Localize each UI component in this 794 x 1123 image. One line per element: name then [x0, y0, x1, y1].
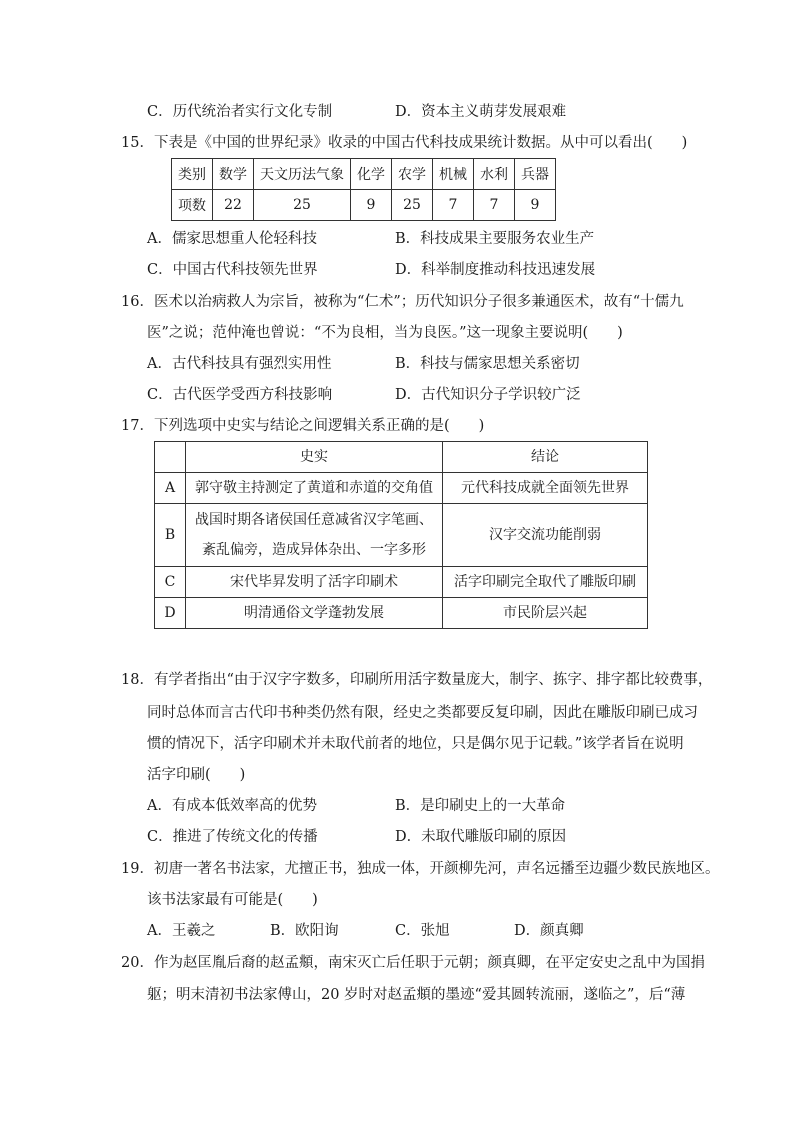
q17-header-row — [155, 442, 648, 473]
q14-option-c: C．历代统治者实行文化专制 — [147, 104, 333, 120]
q20-stem-line1: 20．作为赵匡胤后裔的赵孟頫，南宋灭亡后任职于元朝；颜真卿，在平定安史之乱中为国捐 — [121, 955, 705, 971]
q17-row-c — [155, 567, 648, 598]
q15-header-cell: 类别 — [172, 159, 213, 190]
q17-row-a — [155, 473, 648, 504]
q17-stem: 17．下列选项中史实与结论之间逻辑关系正确的是( ) — [121, 418, 485, 434]
q15-value-cell: 9 — [515, 190, 556, 221]
q15-option-d: D．科举制度推动科技迅速发展 — [395, 262, 596, 278]
q18-stem-line4: 活字印刷( ) — [147, 767, 246, 783]
q16-option-b: B．科技与儒家思想关系密切 — [395, 356, 580, 372]
q15-value-cell: 9 — [351, 190, 392, 221]
q15-header-cell: 化学 — [351, 159, 392, 190]
q15-option-b: B．科技成果主要服务农业生产 — [395, 231, 595, 247]
q17-row-fact-line1: 战国时期各诸侯国任意减省汉字笔画、 — [195, 512, 433, 528]
q17-header-conclusion: 结论 — [443, 442, 648, 473]
q16-option-c: C．古代医学受西方科技影响 — [147, 387, 333, 403]
q15-header-cell: 天文历法气象 — [254, 159, 351, 190]
q18-option-b: B．是印刷史上的一大革命 — [395, 798, 566, 814]
q16-stem-line1: 16．医术以治病救人为宗旨，被称为“仁术”；历代知识分子很多兼通医术，故有“十儒九 — [121, 294, 684, 310]
q19-stem-line1: 19．初唐一著名书法家，尤擅正书，独成一体，开颜柳先河，声名远播至边疆少数民族地区。 — [121, 861, 720, 877]
q15-value-cell: 7 — [474, 190, 515, 221]
q17-row-conclusion: 汉字交流功能削弱 — [443, 504, 648, 567]
q17-row-d — [155, 598, 648, 629]
q17-row-conclusion: 活字印刷完全取代了雕版印刷 — [443, 567, 648, 598]
q15-value-cell: 22 — [213, 190, 254, 221]
q19-option-d: D．颜真卿 — [514, 923, 584, 939]
q15-header-cell: 机械 — [433, 159, 474, 190]
q18-stem-line3: 惯的情况下，活字印刷术并未取代前者的地位，只是偶尔见于记载。”该学者旨在说明 — [147, 736, 684, 752]
q19-option-b: B．欧阳询 — [270, 923, 339, 939]
q17-row-fact-line2: 紊乱偏旁，造成异体杂出、一字多形 — [202, 542, 426, 558]
q17-header-blank — [155, 442, 186, 473]
q19-option-a: A．王羲之 — [147, 923, 216, 939]
q17-header-fact: 史实 — [186, 442, 443, 473]
q17-row-label: D — [155, 598, 186, 629]
q18-stem-line2: 同时总体而言古代印书种类仍然有限，经史之类都要反复印刷，因此在雕版印刷已成习 — [147, 705, 698, 721]
q16-stem-line2: 医”之说；范仲淹也曾说：“不为良相，当为良医。”这一现象主要说明( ) — [147, 325, 623, 341]
q15-header-row — [172, 159, 556, 190]
q14-option-d: D．资本主义萌芽发展艰难 — [395, 104, 567, 120]
q17-row-label: C — [155, 567, 186, 598]
q15-option-c: C．中国古代科技领先世界 — [147, 262, 318, 278]
q17-row-b — [155, 504, 648, 567]
q15-stem: 15．下表是《中国的世界纪录》收录的中国古代科技成果统计数据。从中可以看出( ) — [121, 135, 688, 151]
q16-option-a: A．古代科技具有强烈实用性 — [147, 356, 332, 372]
q17-row-fact: 宋代毕昇发明了活字印刷术 — [186, 567, 443, 598]
q18-option-d: D．未取代雕版印刷的原因 — [395, 829, 567, 845]
q15-header-cell: 水利 — [474, 159, 515, 190]
q18-option-c: C．推进了传统文化的传播 — [147, 829, 318, 845]
q15-value-cell: 项数 — [172, 190, 213, 221]
q15-value-row — [172, 190, 556, 221]
q15-option-a: A．儒家思想重人伦轻科技 — [147, 231, 317, 247]
q18-option-a: A．有成本低效率高的优势 — [147, 798, 317, 814]
q15-value-cell: 7 — [433, 190, 474, 221]
q17-table — [154, 441, 648, 629]
q17-row-conclusion: 元代科技成就全面领先世界 — [443, 473, 648, 504]
q15-value-cell: 25 — [254, 190, 351, 221]
q17-row-label: A — [155, 473, 186, 504]
q16-option-d: D．古代知识分子学识较广泛 — [395, 387, 581, 403]
q15-table — [171, 158, 556, 221]
q17-row-fact: 郭守敬主持测定了黄道和赤道的交角值 — [186, 473, 443, 504]
q15-value-cell: 25 — [392, 190, 433, 221]
q17-row-label: B — [155, 504, 186, 567]
q18-stem-line1: 18．有学者指出“由于汉字字数多，印刷所用活字数量庞大，制字、拣字、排字都比较费事， — [121, 672, 713, 688]
q19-option-c: C．张旭 — [395, 923, 450, 939]
q19-stem-line2: 该书法家最有可能是( ) — [147, 892, 318, 908]
q17-row-fact — [186, 504, 443, 567]
q15-header-cell: 数学 — [213, 159, 254, 190]
q15-header-cell: 农学 — [392, 159, 433, 190]
q20-stem-line2: 躯；明末清初书法家傅山，20 岁时对赵孟頫的墨迹“爱其圆转流丽，遂临之”，后“薄 — [147, 987, 686, 1003]
q17-row-conclusion: 市民阶层兴起 — [443, 598, 648, 629]
q15-header-cell: 兵器 — [515, 159, 556, 190]
q17-row-fact: 明清通俗文学蓬勃发展 — [186, 598, 443, 629]
